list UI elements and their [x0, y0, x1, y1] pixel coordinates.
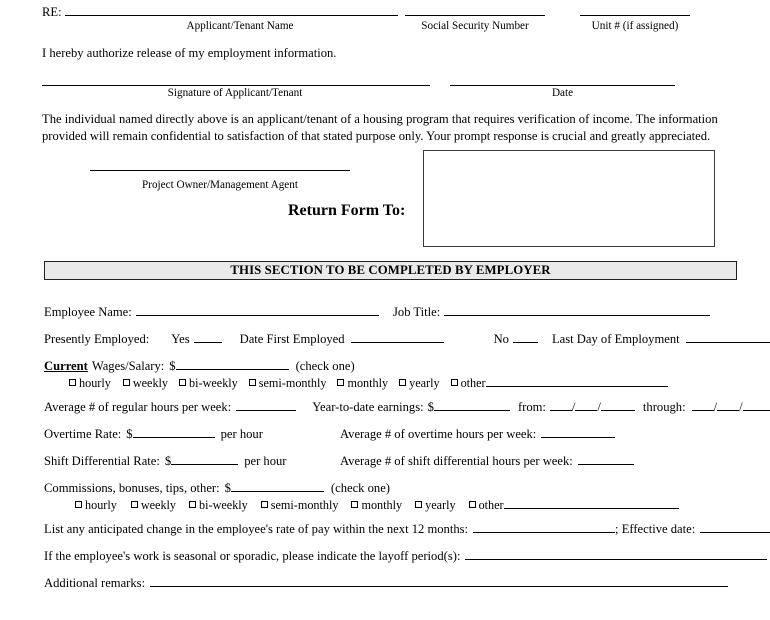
wages-salary-label: Wages/Salary:	[91, 359, 165, 374]
through-day-input[interactable]	[717, 400, 739, 411]
job-title-label: Job Title:	[393, 305, 441, 320]
checkbox-label: yearly	[425, 498, 456, 513]
overtime-per-hour-label: per hour	[220, 427, 263, 442]
checkbox-icon[interactable]	[69, 379, 76, 386]
checkbox-icon[interactable]	[179, 379, 186, 386]
checkbox-label: other	[478, 498, 504, 513]
checkbox-option-hourly[interactable]	[69, 376, 111, 391]
overtime-dollar-sign: $	[126, 427, 133, 442]
from-label: from:	[517, 400, 546, 415]
job-title-input[interactable]	[444, 305, 710, 316]
return-address-box[interactable]	[423, 150, 715, 247]
ssn-input[interactable]	[405, 15, 545, 16]
anticipated-change-row	[44, 522, 770, 537]
date-first-employed-label: Date First Employed	[239, 332, 345, 347]
employee-name-label: Employee Name:	[44, 305, 132, 320]
checkbox-icon[interactable]	[415, 501, 422, 508]
return-form-label: Return Form To:	[288, 202, 406, 219]
overtime-rate-input[interactable]	[133, 427, 215, 438]
checkbox-option-semi-monthly[interactable]	[261, 498, 339, 513]
checkbox-icon[interactable]	[261, 501, 268, 508]
checkbox-label: monthly	[361, 498, 403, 513]
shift-diff-dollar-sign: $	[164, 454, 172, 469]
checkbox-label: semi-monthly	[258, 376, 327, 391]
applicant-signature-input[interactable]	[42, 85, 430, 86]
additional-remarks-input[interactable]	[150, 576, 728, 587]
checkbox-option-semi-monthly[interactable]	[249, 376, 327, 391]
effective-date-label: ; Effective date:	[615, 522, 696, 537]
through-year-input[interactable]	[743, 400, 770, 411]
project-owner-caption: Project Owner/Management Agent	[142, 179, 298, 191]
yes-label: Yes	[171, 332, 190, 347]
checkbox-icon[interactable]	[399, 379, 406, 386]
checkbox-label: weekly	[140, 498, 177, 513]
commissions-check-one: (check one)	[330, 481, 391, 496]
checkbox-icon[interactable]	[131, 501, 138, 508]
applicant-name-input[interactable]	[65, 5, 398, 16]
employee-name-input[interactable]	[136, 305, 379, 316]
checkbox-option-bi-weekly[interactable]	[189, 498, 248, 513]
avg-overtime-hours-label: Average # of overtime hours per week:	[340, 427, 537, 442]
ytd-dollar-sign: $	[427, 400, 434, 415]
checkbox-label: bi-weekly	[189, 376, 238, 391]
authorization-statement: I hereby authorize release of my employment information.	[42, 46, 337, 60]
re-field-row	[42, 5, 398, 20]
overtime-rate-label: Overtime Rate:	[44, 427, 122, 442]
seasonal-layoff-input[interactable]	[465, 549, 767, 560]
notice-paragraph: The individual named directly above is an applicant/tenant of a housing program that requires verification of income. The information provided will remain confidential to satisfaction of that stated purpose only. Your prompt response is crucial and greatly appreciated.	[42, 112, 718, 143]
through-month-input[interactable]	[692, 400, 714, 411]
commissions-frequency-checkbox-row	[75, 495, 679, 513]
checkbox-icon[interactable]	[249, 379, 256, 386]
checkbox-label: yearly	[409, 376, 440, 391]
checkbox-option-other[interactable]	[469, 498, 504, 513]
anticipated-change-label: List any anticipated change in the employee's rate of pay within the next 12 months:	[44, 522, 469, 537]
employer-section-banner: THIS SECTION TO BE COMPLETED BY EMPLOYER	[44, 261, 737, 280]
shift-diff-rate-label: Shift Differential Rate:	[44, 454, 160, 469]
re-label: RE:	[42, 5, 62, 20]
pay-frequency-other-input[interactable]	[486, 373, 668, 387]
checkbox-label: weekly	[132, 376, 169, 391]
avg-shift-diff-hours-label: Average # of shift differential hours per week:	[340, 454, 573, 469]
through-slash-2: /	[739, 400, 743, 415]
checkbox-option-monthly[interactable]	[337, 376, 388, 391]
current-label: Current	[44, 359, 88, 374]
shift-diff-rate-row	[44, 454, 287, 469]
anticipated-change-input[interactable]	[473, 522, 615, 533]
effective-date-input[interactable]	[700, 522, 770, 533]
checkbox-icon[interactable]	[337, 379, 344, 386]
additional-remarks-row	[44, 576, 728, 591]
checkbox-option-yearly[interactable]	[415, 498, 455, 513]
checkbox-label: bi-weekly	[199, 498, 248, 513]
commissions-row	[44, 481, 390, 496]
avg-overtime-hours-input[interactable]	[541, 427, 615, 438]
through-label: through:	[642, 400, 686, 415]
checkbox-option-yearly[interactable]	[399, 376, 439, 391]
checkbox-option-bi-weekly[interactable]	[179, 376, 238, 391]
wages-dollar-sign: $	[169, 359, 176, 374]
checkbox-label: semi-monthly	[270, 498, 339, 513]
avg-shift-diff-hours-row	[340, 454, 634, 469]
current-wages-input[interactable]	[176, 359, 289, 370]
shift-diff-rate-input[interactable]	[171, 454, 238, 465]
avg-shift-diff-hours-input[interactable]	[578, 454, 634, 465]
checkbox-icon[interactable]	[189, 501, 196, 508]
last-day-label: Last Day of Employment	[551, 332, 680, 347]
last-day-input[interactable]	[686, 332, 770, 343]
checkbox-option-hourly[interactable]	[75, 498, 117, 513]
overtime-rate-row	[44, 427, 263, 442]
checkbox-option-other[interactable]	[451, 376, 486, 391]
shift-diff-per-hour-label: per hour	[244, 454, 287, 469]
from-month-input[interactable]	[550, 400, 572, 411]
date-first-employed-input[interactable]	[351, 332, 444, 343]
signature-caption: Signature of Applicant/Tenant	[167, 87, 303, 99]
from-slash-1: /	[571, 400, 576, 415]
checkbox-icon[interactable]	[451, 379, 458, 386]
checkbox-label: monthly	[347, 376, 389, 391]
commissions-other-input[interactable]	[504, 495, 679, 509]
employee-name-row	[44, 305, 379, 320]
checkbox-icon[interactable]	[351, 501, 358, 508]
presently-employed-label: Presently Employed:	[44, 332, 150, 347]
job-title-row	[393, 305, 710, 320]
checkbox-icon[interactable]	[123, 379, 130, 386]
no-label: No	[493, 332, 509, 347]
current-wages-row	[44, 359, 355, 374]
seasonal-row	[44, 549, 767, 564]
unit-number-caption: Unit # (if assigned)	[591, 20, 679, 32]
checkbox-option-weekly[interactable]	[131, 498, 176, 513]
avg-hours-ytd-row	[44, 400, 770, 415]
unit-number-input[interactable]	[580, 15, 690, 16]
checkbox-option-weekly[interactable]	[123, 376, 168, 391]
project-owner-signature-input[interactable]	[90, 170, 350, 171]
avg-regular-hours-input[interactable]	[236, 400, 296, 411]
ytd-earnings-label: Year-to-date earnings:	[312, 400, 424, 415]
checkbox-icon[interactable]	[75, 501, 82, 508]
checkbox-label: hourly	[79, 376, 111, 391]
commissions-input[interactable]	[231, 481, 324, 492]
wages-check-one: (check one)	[295, 359, 355, 374]
additional-remarks-label: Additional remarks:	[44, 576, 146, 591]
checkbox-option-monthly[interactable]	[351, 498, 402, 513]
avg-overtime-hours-row	[340, 427, 615, 442]
signature-date-input[interactable]	[450, 85, 675, 86]
yes-input[interactable]	[194, 332, 222, 343]
no-input[interactable]	[513, 332, 538, 343]
pay-frequency-checkbox-row	[69, 373, 668, 391]
seasonal-label: If the employee's work is seasonal or sporadic, please indicate the layoff period(s):	[44, 549, 461, 564]
ssn-caption: Social Security Number	[421, 20, 529, 32]
commissions-label: Commissions, bonuses, tips, other:	[44, 481, 220, 496]
presently-employed-row	[44, 332, 770, 347]
checkbox-label: hourly	[85, 498, 117, 513]
signature-date-caption: Date	[551, 87, 574, 99]
through-slash-1: /	[713, 400, 718, 415]
from-slash-2: /	[597, 400, 601, 415]
avg-regular-hours-label: Average # of regular hours per week:	[44, 400, 232, 415]
checkbox-label: other	[460, 376, 486, 391]
from-day-input[interactable]	[575, 400, 597, 411]
ytd-earnings-input[interactable]	[434, 400, 510, 411]
checkbox-icon[interactable]	[469, 501, 476, 508]
applicant-name-caption: Applicant/Tenant Name	[186, 20, 294, 32]
from-year-input[interactable]	[601, 400, 635, 411]
commissions-dollar-sign: $	[224, 481, 231, 496]
